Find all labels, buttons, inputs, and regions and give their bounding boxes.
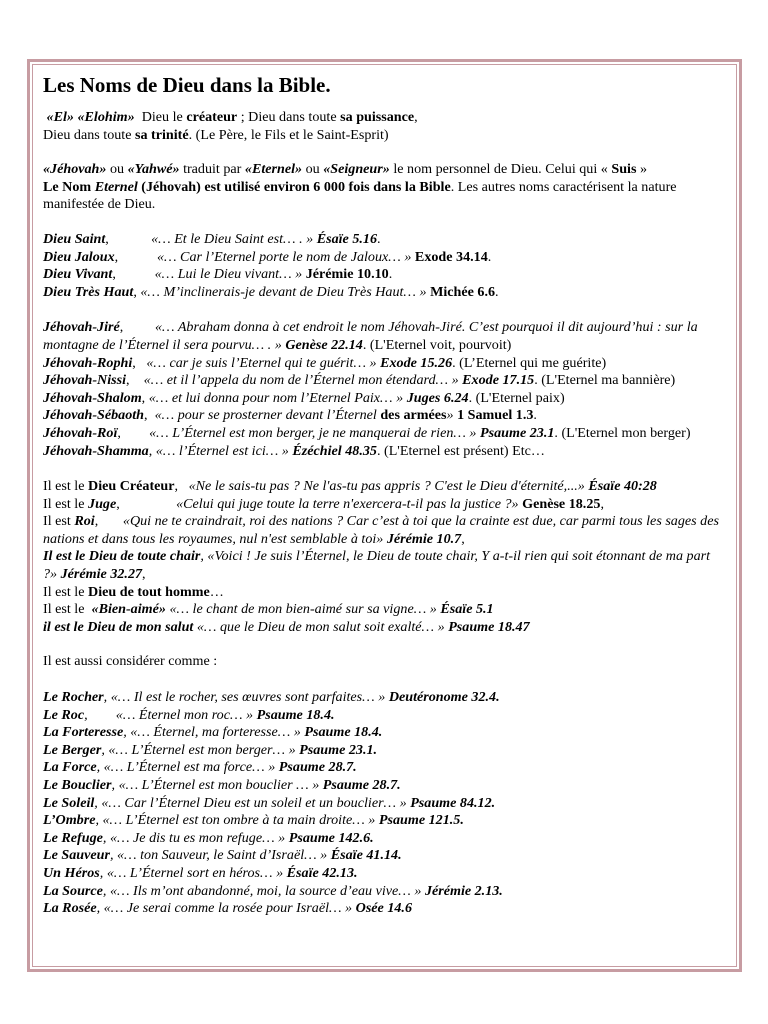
tail: . (L'Eternel voit, pourvoit): [362, 336, 512, 353]
reference: Ésaïe 42.13.: [286, 864, 358, 881]
list-item: [43, 742, 727, 760]
tail: .: [377, 230, 381, 247]
name: «Bien-aimé»: [91, 601, 166, 618]
reference: Psaume 28.7.: [322, 777, 401, 793]
intro-el: «El» «Elohim»: [46, 109, 135, 125]
name: Le Rocher: [43, 689, 104, 706]
quote: , «… Éternel, ma forteresse… »: [123, 724, 301, 741]
tail: …: [209, 583, 224, 600]
list-item: [43, 724, 727, 742]
intro-puissance: sa puissance: [340, 109, 415, 125]
name: Dieu Très Haut: [43, 283, 134, 300]
tail: . (L'Eternel est présent) Etc…: [376, 442, 546, 459]
reference: Psaume 121.5.: [378, 812, 464, 829]
name: Un Héros: [43, 864, 100, 881]
quote: , «… Je dis tu es mon refuge… »: [102, 829, 286, 846]
quote: «… Abraham donna à cet endroit le nom Jéhovah-Jiré. C’est pourquoi il dit aujourd’hui : sur la montagne de l’Éternel il sera pourvu… . »: [43, 319, 698, 353]
list-item: Jéhovah-Shalom, «… et lui donna pour nom l’Eternel Paix… » Juges 6.24. (L'Eternel paix): [43, 389, 565, 406]
reference: Michée 6.6: [430, 283, 496, 300]
quote: , «… L’Éternel sort en héros… »: [99, 864, 284, 881]
list-item: Jéhovah-Nissi, «… et il l’appela du nom de l’Éternel mon étendard… » Exode 17.15. (L'Eternel ma bannière): [43, 372, 676, 389]
tail: .: [533, 407, 537, 424]
name: Le Roc: [43, 706, 85, 723]
quote: «… Lui le Dieu vivant… »: [154, 266, 303, 283]
name: La Forteresse: [43, 724, 124, 741]
reference: Ézéchiel 48.35: [292, 442, 377, 459]
quote: «… que le Dieu de mon salut soit exalté… »: [196, 618, 445, 635]
reference: Psaume 18.47: [448, 618, 530, 635]
suis-word: Suis: [611, 161, 637, 178]
document-body: [43, 72, 727, 918]
quote: , «… Je serai comme la rosée pour Israël… »: [96, 900, 353, 917]
reference: Jérémie 10.7: [386, 530, 462, 547]
name: Jéhovah-Roï: [43, 424, 118, 441]
attributes-list: [43, 478, 727, 636]
quote: , «Voici ! Je suis l’Éternel, le Dieu de toute chair, Y a-t-il rien qui soit étonnant de ma part ?»: [43, 548, 711, 583]
jehovah-name: «Jéhovah»: [43, 161, 107, 178]
intro-text: Dieu le: [141, 109, 183, 125]
tail: ,: [461, 530, 465, 547]
reference: Psaume 84.12.: [410, 794, 496, 811]
reference: Juges 6.24: [406, 389, 469, 406]
quote: , «… Éternel mon roc… »: [84, 706, 254, 723]
list-item: Jéhovah-Rophi, «… car je suis l’Eternel qui te guérit… » Exode 15.26. (L’Eternel qui me guérite): [43, 354, 607, 371]
list-item: [43, 231, 727, 249]
reference: Ésaïe 41.14.: [330, 847, 402, 864]
name: Dieu Saint: [43, 230, 106, 247]
text: . Les autres noms caractérisent la nature manifestée de Dieu.: [43, 178, 677, 213]
reference: Exode 15.26: [380, 354, 453, 371]
divine-names-list-1: [43, 231, 727, 301]
list-item: Jéhovah-Roï, «… L’Éternel est mon berger, je ne manquerai de rien… » Psaume 23.1. (L'Eternel mon berger): [43, 424, 691, 441]
tail: . (L'Eternel ma bannière): [534, 372, 676, 389]
list-item: [43, 249, 727, 267]
quote: , «… L’Éternel est ton ombre à ta main droite… »: [95, 812, 376, 829]
tail: . (L’Eternel qui me guérite): [452, 354, 607, 371]
name: La Rosée: [43, 900, 97, 917]
name: Le Sauveur: [43, 847, 110, 864]
quote: , «… Car l’Éternel Dieu est un soleil et un bouclier… »: [94, 794, 407, 811]
quote: «… L’Éternel est mon berger, je ne manquerai de rien… »: [149, 424, 477, 441]
emphasis: des armées: [380, 407, 447, 424]
tail: .: [495, 283, 499, 300]
quote: «… pour se prosterner devant l’Éternel: [154, 407, 377, 424]
name: La Force: [43, 759, 97, 776]
reference: Psaume 18.4.: [256, 706, 335, 723]
list-item: [43, 548, 727, 583]
tail: . (L'Eternel mon berger): [554, 424, 691, 441]
list-item: [43, 777, 727, 795]
name: Le Berger: [43, 741, 102, 758]
reference: Deutéronome 32.4.: [388, 689, 500, 706]
intro-trinite: sa trinité: [135, 126, 189, 143]
list-item: Jéhovah-Shamma, «… l’Éternel est ici… » Ézéchiel 48.35. (L'Eternel est présent) Etc…: [43, 442, 546, 459]
list-item: [43, 865, 727, 883]
list-item: [43, 707, 727, 725]
quote: «… et il l’appela du nom de l’Éternel mon étendard… »: [143, 372, 459, 389]
page-title: Les Noms de Dieu dans la Bible.: [43, 73, 331, 97]
intro-paragraph: [43, 109, 727, 144]
name: Jéhovah-Shamma: [43, 442, 149, 459]
intro-createur: créateur: [186, 109, 238, 125]
list-item: [43, 847, 727, 865]
list-item: [43, 883, 727, 901]
quote: «Celui qui juge toute la terre n'exercera-t-il pas la justice ?»: [176, 495, 519, 512]
reference: Exode 34.14: [414, 248, 488, 265]
reference: Psaume 23.1.: [299, 741, 378, 758]
name: L’Ombre: [43, 812, 96, 829]
text: traduit par: [183, 161, 242, 178]
text: ou: [305, 161, 320, 178]
metaphor-names-list: [43, 689, 727, 918]
name: Dieu Jaloux: [43, 248, 115, 265]
separator: ,: [105, 230, 109, 247]
tail: . (L'Eternel paix): [468, 389, 565, 406]
quote: «… l’Éternel est ici… »: [155, 442, 289, 459]
list-item: Jéhovah-Sébaoth, «… pour se prosterner devant l’Éternel des armées» 1 Samuel 1.3.: [43, 407, 537, 424]
quote: «Qui ne te craindrait, roi des nations ? Car c’est à toi que la crainte est due, car parmi tous les sages des nations et dans tous les royaumes, nul n'est semblable à toi»: [43, 513, 719, 547]
list-item: [43, 812, 727, 830]
quote: , «… L’Éternel est ma force… »: [96, 759, 276, 776]
reference: Genèse 22.14: [285, 336, 363, 353]
reference: Jérémie 32.27: [60, 566, 143, 583]
list-item: Jéhovah-Jiré, «… Abraham donna à cet endroit le nom Jéhovah-Jiré. C’est pourquoi il dit aujourd’hui : sur la montagne de l’Éternel il sera pourvu… . » Genèse 22.14. (L'Eternel voit, pourvoit): [43, 319, 698, 353]
reference: Psaume 142.6.: [288, 829, 374, 846]
name: Juge: [88, 495, 117, 512]
eternel-name: «Eternel»: [244, 161, 303, 178]
text: ou: [109, 161, 125, 178]
quote: »: [446, 407, 454, 424]
reference: Ésaïe 5.16: [316, 230, 377, 247]
quote: , «… ton Sauveur, le Saint d’Israël… »: [109, 847, 328, 864]
reference: Osée 14.6: [355, 900, 413, 917]
list-item: [43, 759, 727, 777]
reference: Ésaïe 5.1: [440, 601, 494, 618]
intro-text: ; Dieu dans toute: [240, 109, 337, 125]
reference: Psaume 23.1: [480, 424, 555, 441]
name: Jéhovah-Jiré: [43, 319, 120, 336]
reference: 1 Samuel 1.3: [457, 407, 534, 424]
le-nom: Le Nom: [43, 178, 92, 195]
jehovah-compound-names: [43, 319, 727, 460]
aussi-heading: Il est aussi considérer comme :: [43, 653, 218, 670]
reference: Jérémie 2.13.: [424, 882, 503, 899]
text: le nom personnel de Dieu. Celui qui «: [393, 161, 608, 178]
reference: Ésaïe 40:28: [588, 478, 657, 495]
quote: , «… L’Éternel est mon bouclier … »: [111, 777, 320, 793]
name: Jéhovah-Shalom: [43, 389, 142, 406]
quote: «… le chant de mon bien-aimé sur sa vigne… »: [169, 601, 437, 618]
tail: .: [487, 248, 492, 265]
separator: ,: [133, 283, 137, 300]
reference: Psaume 18.4.: [304, 724, 383, 741]
name: Jéhovah-Nissi: [43, 372, 127, 389]
name: Le Bouclier: [43, 777, 112, 793]
reference: Jérémie 10.10: [305, 266, 389, 283]
reference: Psaume 28.7.: [278, 759, 357, 776]
list-item: [43, 619, 727, 637]
name: Jéhovah-Rophi: [43, 354, 133, 371]
quote: , «… L’Éternel est mon berger… »: [101, 741, 296, 758]
list-item: [43, 601, 727, 619]
name: Dieu Vivant: [43, 266, 113, 283]
list-item: [43, 266, 727, 284]
text: »: [639, 161, 648, 178]
text: Il est: [43, 513, 71, 530]
quote: «… et lui donna pour nom l’Eternel Paix… »: [148, 389, 404, 406]
quote: «… car je suis l’Eternel qui te guérit… »: [146, 354, 377, 371]
tail: ,: [142, 566, 146, 583]
intro-text: Dieu dans toute: [43, 126, 132, 143]
text: Il est le: [43, 495, 85, 512]
list-item: Il est le Dieu Créateur, «Ne le sais-tu pas ? Ne l'as-tu pas appris ? C'est le Dieu d'éternité,...» Ésaïe 40:28: [43, 478, 657, 495]
eternel-word: Eternel: [94, 178, 138, 195]
name: Il est le Dieu de toute chair: [43, 548, 201, 565]
quote: «Ne le sais-tu pas ? Ne l'as-tu pas appris ? C'est le Dieu d'éternité,...»: [188, 478, 585, 495]
name: La Source: [43, 882, 103, 899]
quote: , «… Ils m’ont abandonné, moi, la source d’eau vive… »: [102, 882, 422, 899]
yahwe-name: «Yahwé»: [127, 161, 180, 178]
text: Il est le: [43, 601, 85, 618]
intro-text: ,: [414, 109, 418, 125]
name: Roi: [74, 513, 95, 530]
separator: ,: [114, 248, 119, 265]
list-item: Il est le Juge, «Celui qui juge toute la terre n'exercera-t-il pas la justice ?» Genèse 18.25,: [43, 495, 604, 512]
name: Dieu de tout homme: [88, 583, 210, 600]
list-item: [43, 689, 727, 707]
quote: «… Et le Dieu Saint est… . »: [151, 230, 314, 247]
reference: Genèse 18.25: [522, 495, 601, 512]
name: il est le Dieu de mon salut: [43, 618, 194, 635]
text: Il est le: [43, 583, 85, 600]
quote: «… M’inclinerais-je devant de Dieu Très Haut… »: [140, 283, 427, 300]
list-item: [43, 900, 727, 918]
tail: .: [388, 266, 393, 283]
usage-statement: (Jéhovah) est utilisé environ 6 000 fois dans la Bible: [141, 178, 451, 195]
list-item: [43, 284, 727, 302]
list-item: Il est Roi, «Qui ne te craindrait, roi des nations ? Car c’est à toi que la crainte est due, car parmi tous les sages des nations et dans tous les royaumes, nul n'est semblable à toi» Jérémie 10.7,: [43, 513, 719, 547]
name: Dieu Créateur: [88, 478, 175, 495]
list-item: [43, 584, 727, 602]
name: Le Soleil: [43, 794, 95, 811]
jehovah-paragraph: [43, 161, 727, 214]
separator: ,: [112, 266, 116, 283]
tail: ,: [600, 495, 604, 512]
text: Il est le: [43, 478, 85, 495]
intro-text: . (Le Père, le Fils et le Saint-Esprit): [188, 126, 389, 143]
quote: , «… Il est le rocher, ses œuvres sont parfaites… »: [103, 689, 386, 706]
name: Le Refuge: [43, 829, 103, 846]
seigneur-name: «Seigneur»: [323, 161, 390, 178]
name: Jéhovah-Sébaoth: [43, 407, 145, 424]
quote: «… Car l’Eternel porte le nom de Jaloux… »: [156, 248, 412, 265]
reference: Exode 17.15: [462, 372, 535, 389]
list-item: [43, 795, 727, 813]
list-item: [43, 830, 727, 848]
